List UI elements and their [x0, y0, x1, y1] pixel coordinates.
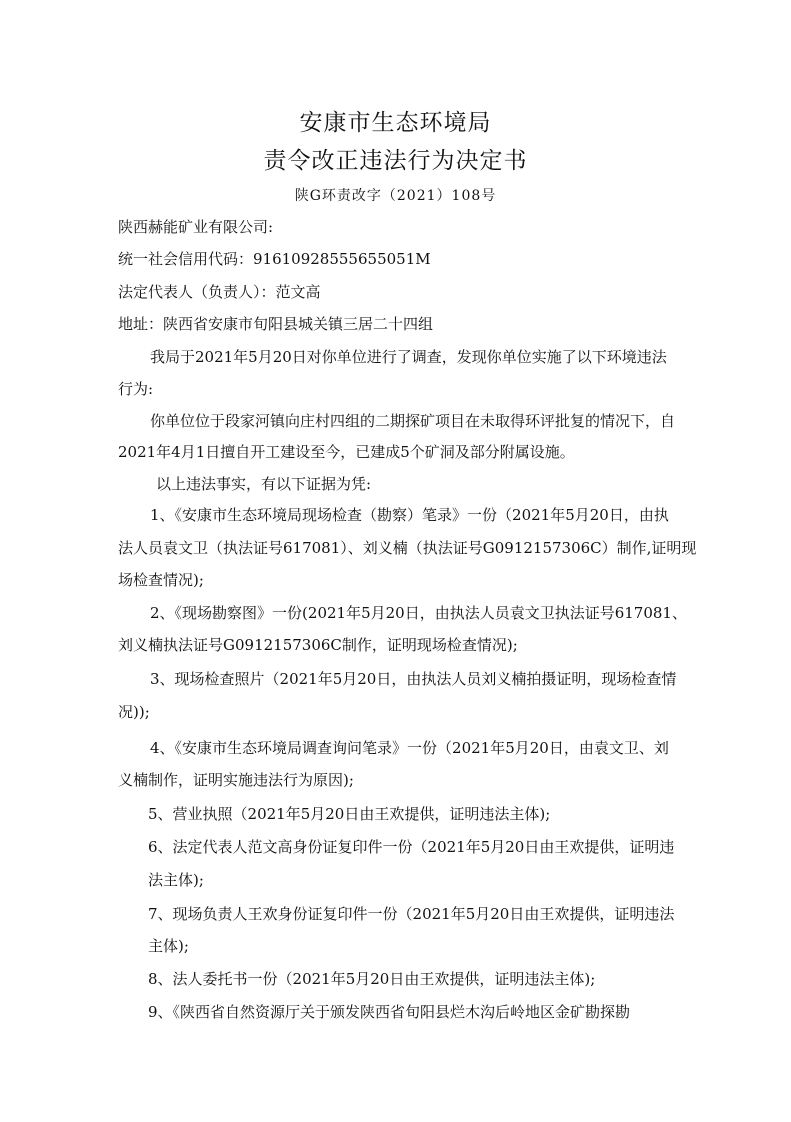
- paragraph-evidence-intro: 以上违法事实，有以下证据为凭:: [156, 475, 372, 493]
- document-number: 陕G环责改字（2021）108号: [294, 188, 497, 204]
- legal-representative: 法定代表人（负责人）：范文高: [118, 283, 321, 301]
- paragraph-investigation-line1: 我局于2021年5月20日对你单位进行了调查，发现你单位实施了以下环境违法: [150, 348, 667, 366]
- evidence-4-line2: 义楠制作，证明实施违法行为原因);: [118, 771, 354, 789]
- evidence-3-line2: 况));: [118, 703, 150, 721]
- evidence-2-line1: 2、《现场勘察图》一份(2021年5月20日，由执法人员袁文卫执法证号617081、: [150, 604, 687, 622]
- evidence-4-line1: 4、《安康市生态环境局调查询问笔录》一份（2021年5月20日，由袁文卫、刘: [150, 739, 669, 757]
- evidence-1-line1: 1、《安康市生态环境局现场检查（勘察）笔录》一份（2021年5月20日，由执: [150, 506, 669, 524]
- document-title-issuer: 安康市生态环境局: [299, 110, 492, 136]
- paragraph-violation-line2: 2021年4月1日擅自开工建设至今，已建成5个矿洞及部分附属设施。: [118, 443, 575, 461]
- document-title: 责令改正违法行为决定书: [263, 148, 528, 174]
- evidence-5: 5、营业执照（2021年5月20日由王欢提供，证明违法主体);: [148, 805, 551, 823]
- evidence-1-line2: 法人员袁文卫（执法证号617081）、刘义楠（执法证号G0912157306C）制作,证明现: [118, 539, 697, 557]
- evidence-9-line1: 9、《陕西省自然资源厅关于颁发陕西省旬阳县烂木沟后岭地区金矿勘探勘: [148, 1003, 631, 1021]
- evidence-7-line1: 7、现场负责人王欢身份证复印件一份（2021年5月20日由王欢提供，证明违法: [148, 905, 675, 923]
- evidence-3-line1: 3、现场检查照片（2021年5月20日，由执法人员刘义楠拍摄证明，现场检查情: [150, 670, 677, 688]
- paragraph-violation-line1: 你单位位于段家河镇向庄村四组的二期探矿项目在未取得环评批复的情况下，自: [150, 412, 676, 430]
- evidence-6-line2: 法主体);: [148, 871, 204, 889]
- evidence-2-line2: 刘义楠执法证号G0912157306C制作，证明现场检查情况);: [118, 636, 518, 654]
- paragraph-investigation-line2: 行为:: [118, 380, 154, 398]
- evidence-8: 8、法人委托书一份（2021年5月20日由王欢提供，证明违法主体);: [148, 970, 596, 988]
- evidence-6-line1: 6、法定代表人范文高身份证复印件一份（2021年5月20日由王欢提供，证明违: [148, 838, 675, 856]
- evidence-7-line2: 主体);: [148, 937, 189, 955]
- party-address: 地址：陕西省安康市旬阳县城关镇三居二十四组: [118, 315, 434, 333]
- evidence-1-line3: 场检查情况);: [118, 571, 204, 589]
- credit-code: 统一社会信用代码：91610928555655051M: [118, 250, 431, 268]
- party-name: 陕西赫能矿业有限公司:: [118, 218, 274, 236]
